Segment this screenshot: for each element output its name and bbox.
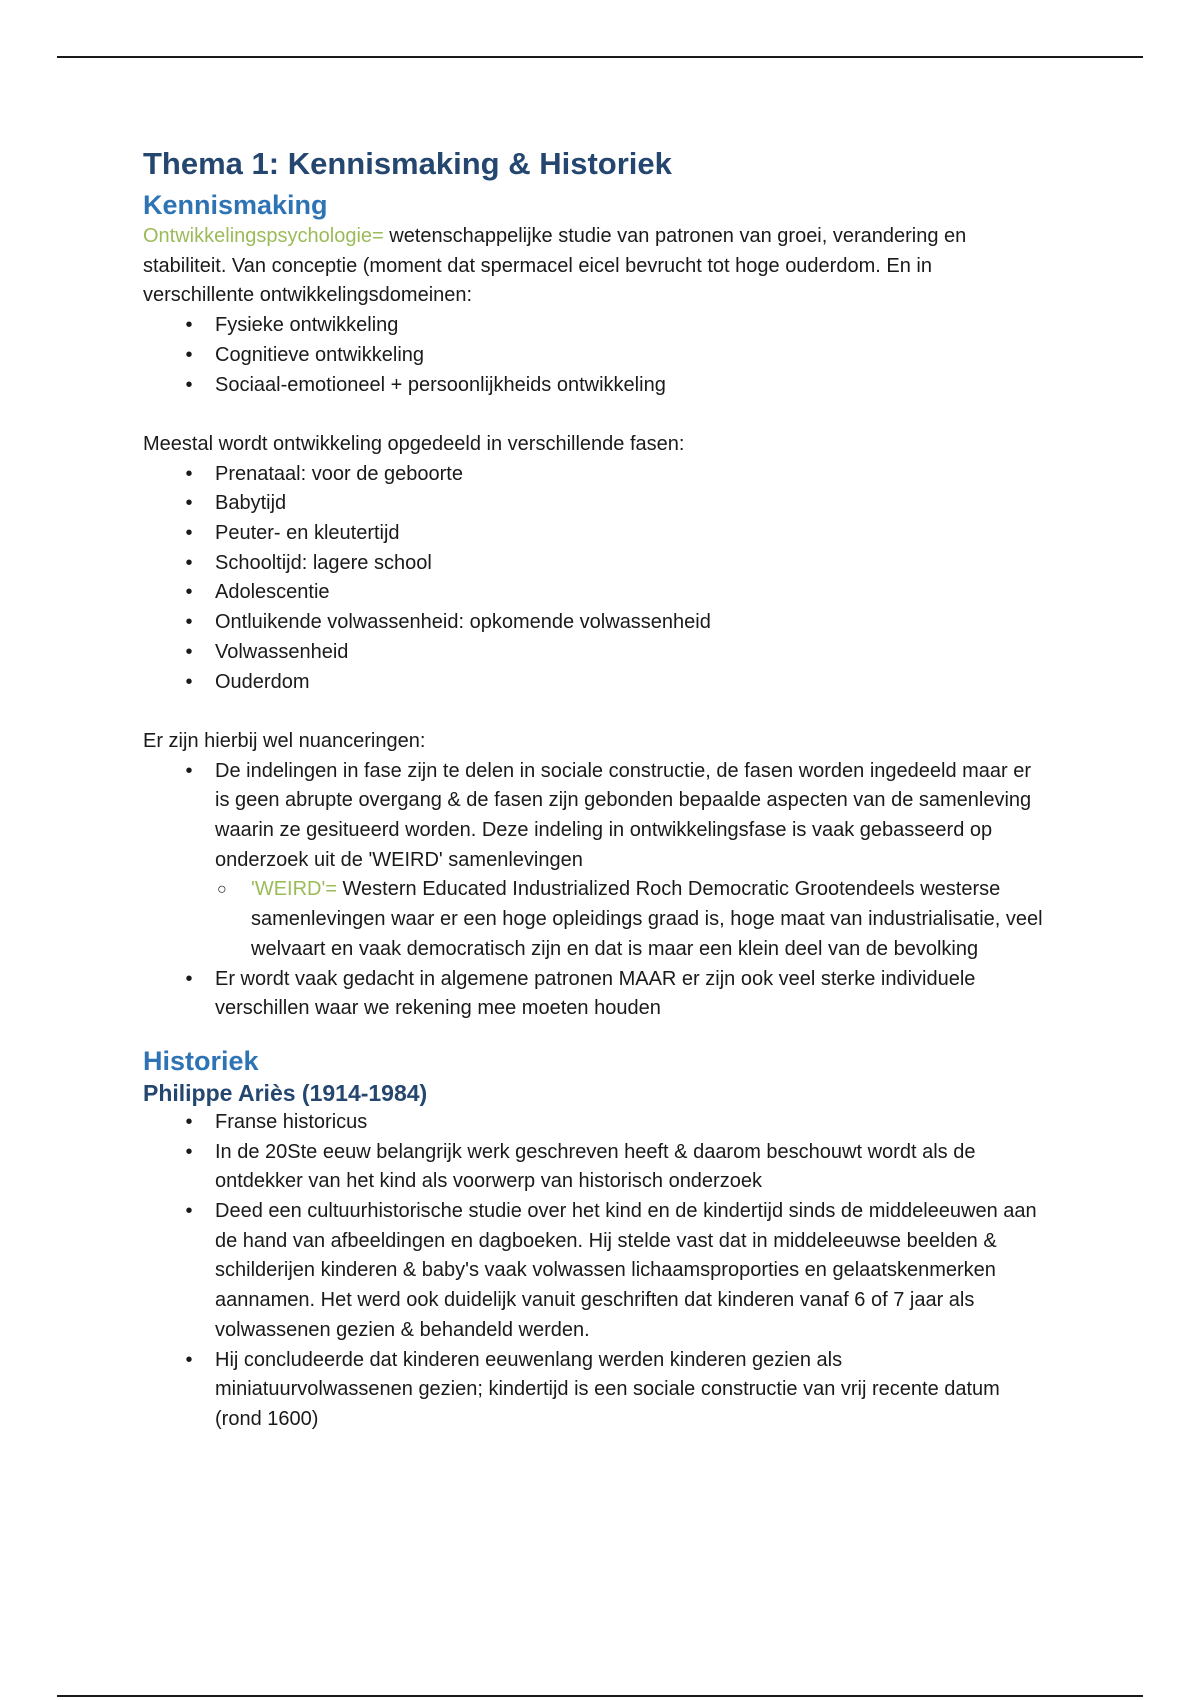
nuances-intro: Er zijn hierbij wel nuanceringen:	[143, 729, 426, 752]
weird-term: 'WEIRD'=	[251, 878, 337, 901]
bullet-icon: •	[185, 551, 193, 574]
list-item: • Ontluikende volwassenheid: opkomende volwassenheid	[143, 608, 1043, 638]
aries-list	[143, 1108, 1043, 1435]
weird-text: Western Educated Industrialized Roch Democratic Grootendeels westerse samenlevingen waar er een hoge opleidings graad is, hoge maat van industrialisatie, veel welvaart en vaak democratisch zijn en dat is maar een klein deel van de bevolking	[251, 878, 1043, 960]
bullet-icon: •	[185, 1110, 193, 1133]
header-rule	[57, 56, 1143, 58]
bullet-icon: •	[185, 343, 193, 366]
phases-intro: Meestal wordt ontwikkeling opgedeeld in verschillende fasen:	[143, 432, 685, 455]
list-item	[143, 965, 1043, 1024]
bullet-icon: •	[185, 967, 193, 990]
list-item: • Ouderdom	[143, 668, 1043, 698]
list-item	[215, 875, 1043, 964]
list-item: • Franse historicus	[143, 1108, 1043, 1138]
nuance-1-text: De indelingen in fase zijn te delen in sociale constructie, de fasen worden ingedeeld maar er is geen abrupte overgang & de fasen zijn gebonden bepaalde aspecten van de samenleving waarin ze gesitueerd worden. Deze indeling in ontwikkelingsfase is vaak gebasseerd op onderzoek uit de 'WEIRD' samenlevingen	[215, 759, 1032, 871]
circle-bullet-icon: ○	[217, 881, 227, 899]
bullet-icon: •	[185, 373, 193, 396]
domains-list	[143, 311, 1043, 400]
bullet-icon: •	[185, 522, 193, 545]
list-item: • In de 20Ste eeuw belangrijk werk geschreven heeft & daarom beschouwt wordt als de ontdekker van het kind als voorwerp van historisch onderzoek	[143, 1138, 1043, 1197]
spacer	[143, 1024, 1043, 1044]
nuances-list	[143, 757, 1043, 1024]
list-item: • Babytijd	[143, 489, 1043, 519]
bullet-icon: •	[185, 670, 193, 693]
bullet-icon: •	[185, 759, 193, 782]
heading-aries: Philippe Ariès (1914-1984)	[143, 1079, 428, 1106]
spacer	[143, 697, 1043, 727]
heading-kennismaking: Kennismaking	[143, 190, 328, 220]
bullet-icon: •	[185, 314, 193, 337]
heading-historiek: Historiek	[143, 1045, 259, 1076]
bullet-icon: •	[185, 581, 193, 604]
list-item: • Peuter- en kleutertijd	[143, 519, 1043, 549]
bullet-icon: •	[185, 611, 193, 634]
bullet-icon: •	[185, 492, 193, 515]
bullet-icon: •	[185, 1348, 193, 1371]
spacer	[143, 400, 1043, 430]
list-item	[143, 757, 1043, 965]
list-item: • Fysieke ontwikkeling	[143, 311, 1043, 341]
list-item: • Sociaal-emotioneel + persoonlijkheids ontwikkeling	[143, 371, 1043, 401]
bullet-icon: •	[185, 640, 193, 663]
list-item: • Adolescentie	[143, 578, 1043, 608]
list-item: • Deed een cultuurhistorische studie over het kind en de kindertijd sinds de middeleeuwen aan de hand van afbeeldingen en dagboeken. Hij stelde vast dat in middeleeuwse beelden & schilderijen kinderen & baby's vaak volwassen lichaamsproporties en gelaatskenmerken aannamen. Het werd ook duidelijk vanuit geschriften dat kinderen vanaf 6 of 7 jaar als volwassenen gezien & behandeld werden.	[143, 1197, 1043, 1346]
definition-text: wetenschappelijke studie van patronen van groei, verandering en stabiliteit. Van conceptie (moment dat spermacel eicel bevrucht tot hoge ouderdom. En in verschillente ontwikkelingsdomeinen:	[143, 225, 967, 307]
list-item: • Schooltijd: lagere school	[143, 549, 1043, 579]
definition-paragraph	[143, 222, 1043, 311]
bullet-icon: •	[185, 1140, 193, 1163]
list-item: • Cognitieve ontwikkeling	[143, 341, 1043, 371]
list-item: • Prenataal: voor de geboorte	[143, 460, 1043, 490]
definition-term: Ontwikkelingspsychologie=	[143, 225, 384, 247]
weird-sublist	[215, 875, 1043, 964]
document-title: Thema 1: Kennismaking & Historiek	[143, 146, 672, 181]
bullet-icon: •	[185, 462, 193, 485]
footer-rule	[57, 1695, 1143, 1697]
list-item: • Hij concludeerde dat kinderen eeuwenlang werden kinderen gezien als miniatuurvolwassenen gezien; kindertijd is een sociale constructie van vrij recente datum (rond 1600)	[143, 1346, 1043, 1435]
bullet-icon: •	[185, 1200, 193, 1223]
list-item: • Volwassenheid	[143, 638, 1043, 668]
nuance-2-text: Er wordt vaak gedacht in algemene patronen MAAR er zijn ook veel sterke individuele verschillen waar we rekening mee moeten houden	[215, 967, 976, 1020]
phases-list	[143, 460, 1043, 698]
document-body	[143, 144, 1043, 1435]
